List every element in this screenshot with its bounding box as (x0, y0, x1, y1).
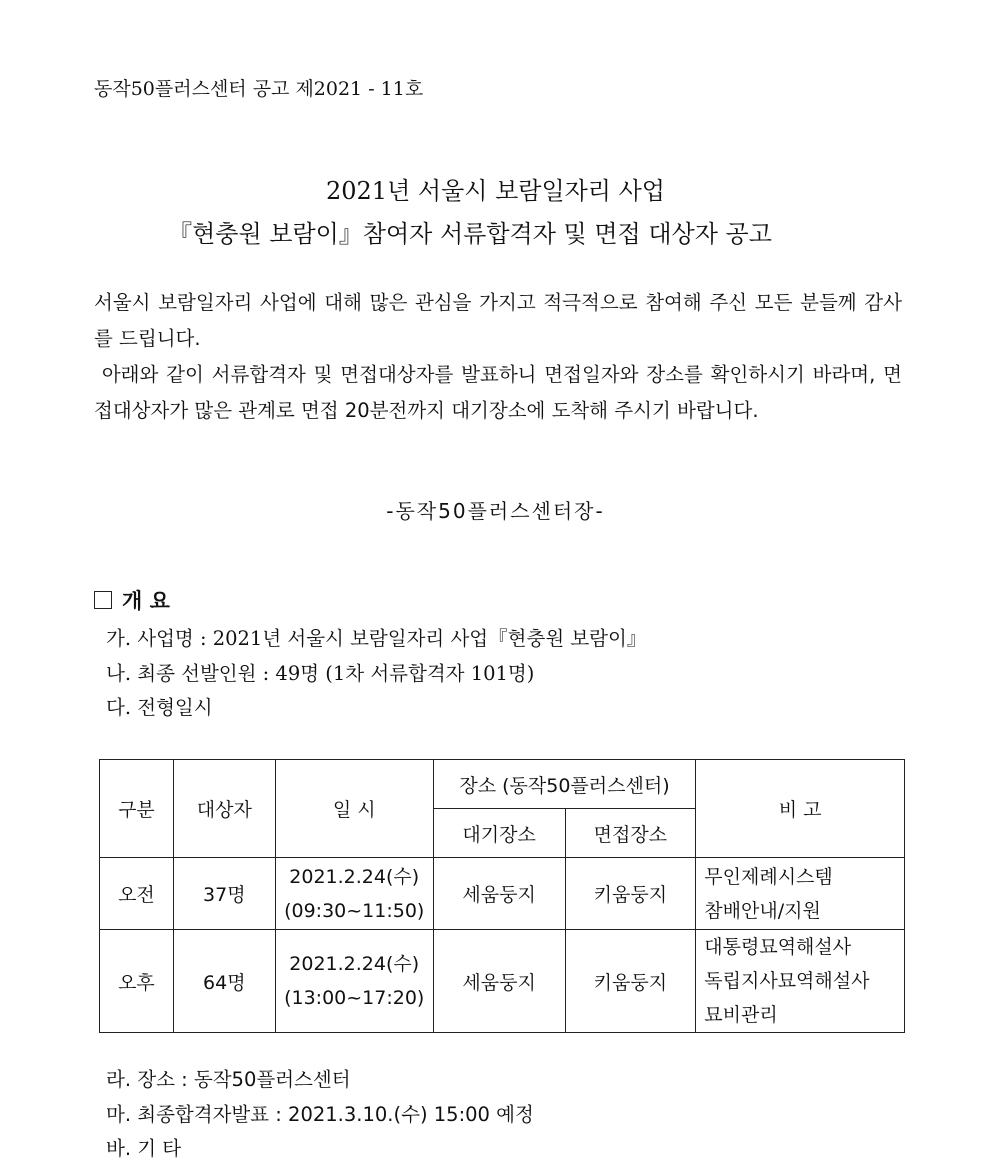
cell-division: 오후 (100, 930, 174, 1033)
remark-line: 참배안내/지원 (704, 899, 821, 922)
interview-schedule-table (99, 759, 905, 1033)
cell-waiting-place: 세움둥지 (433, 930, 565, 1033)
header-place-group: 장소 (동작50플러스센터) (433, 760, 696, 809)
cell-interview-place: 키움둥지 (565, 930, 696, 1033)
cell-datetime (275, 858, 433, 930)
remark-line: 독립지사묘역해설사 (704, 970, 870, 992)
overview-item-schedule: 다. 전형일시 (106, 696, 213, 719)
overview-item-place: 라. 장소 : 동작50플러스센터 (106, 1068, 351, 1091)
cell-time: (09:30~11:50) (284, 899, 425, 922)
section-heading-overview (94, 585, 170, 615)
cell-datetime (275, 930, 433, 1033)
document-title-line2: 『현충원 보람이』참여자 서류합격자 및 면접 대상자 공고 (168, 220, 772, 248)
overview-item-selection-count: 나. 최종 선발인원 : 49명 (1차 서류합격자 101명) (106, 662, 535, 685)
table-row (100, 930, 905, 1033)
remark-line: 묘비관리 (704, 1004, 778, 1026)
header-remarks: 비 고 (696, 760, 905, 858)
header-division: 구분 (100, 760, 174, 858)
cell-date: 2021.2.24(수) (289, 865, 420, 888)
header-applicants: 대상자 (173, 760, 275, 858)
overview-item-project-name: 가. 사업명 : 2021년 서울시 보람일자리 사업『현충원 보람이』 (106, 627, 647, 650)
cell-remarks (696, 930, 905, 1033)
header-waiting-place: 대기장소 (433, 809, 565, 858)
cell-applicants: 64명 (173, 930, 275, 1033)
cell-applicants: 37명 (173, 858, 275, 930)
signer: -동작50플러스센터장- (386, 499, 605, 523)
section-heading-label: 개 요 (122, 588, 170, 613)
cell-time: (13:00~17:20) (284, 987, 425, 1009)
table-row (100, 858, 905, 930)
cell-interview-place: 키움둥지 (565, 858, 696, 930)
remark-line: 대통령묘역해설사 (704, 936, 852, 958)
document-title-line1: 2021년 서울시 보람일자리 사업 (326, 177, 665, 205)
cell-waiting-place: 세움둥지 (433, 858, 565, 930)
intro-text (94, 285, 902, 429)
cell-remarks (696, 858, 905, 930)
overview-item-etc: 바. 기 타 (106, 1137, 182, 1160)
header-datetime: 일 시 (275, 760, 433, 858)
checkbox-square-icon (94, 591, 112, 609)
cell-date: 2021.2.24(수) (289, 953, 420, 975)
overview-item-final-announcement: 마. 최종합격자발표 : 2021.3.10.(수) 15:00 예정 (106, 1103, 534, 1126)
cell-division: 오전 (100, 858, 174, 930)
intro-paragraph-1: 서울시 보람일자리 사업에 대해 많은 관심을 가지고 적극적으로 참여해 주신 모든 분들께 감사를 드립니다. (94, 291, 902, 350)
intro-paragraph-2: 아래와 같이 서류합격자 및 면접대상자를 발표하니 면접일자와 장소를 확인하시기 바라며, 면접대상자가 많은 관계로 면접 20분전까지 대기장소에 도착해 주시기 바랍니다. (94, 363, 902, 422)
header-interview-place: 면접장소 (565, 809, 696, 858)
notice-number: 동작50플러스센터 공고 제2021 - 11호 (94, 78, 424, 100)
remark-line: 무인제례시스템 (704, 865, 833, 888)
